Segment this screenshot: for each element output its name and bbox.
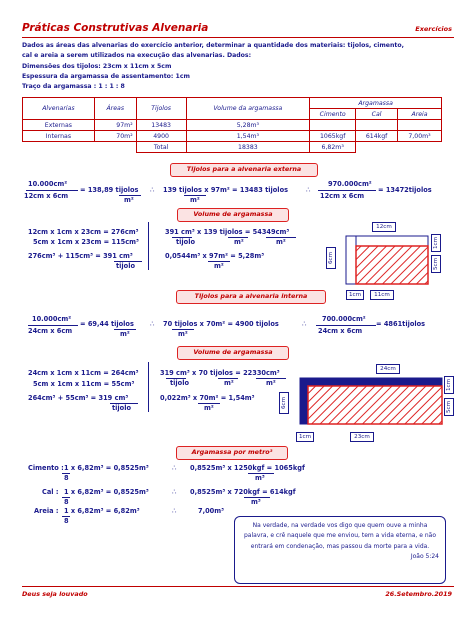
formula-unit: m²: [178, 330, 188, 338]
formula-line: 5cm x 1cm x 23cm = 115cm³: [33, 238, 139, 246]
formula-unit: m²: [224, 379, 234, 387]
formula-result: = 138,89 tijolos: [80, 186, 139, 194]
brick-hatch: [308, 386, 442, 424]
formula-numerator: 10.000cm²: [28, 180, 68, 188]
table-cell: 5,28m³: [186, 120, 310, 131]
formula-unit: m²: [276, 238, 286, 246]
formula-denominator: 8: [64, 474, 69, 482]
document-title: Práticas Construtivas Alvenaria: [22, 22, 209, 34]
table-subheader: Cal: [356, 109, 398, 120]
table-subheader: Cimento: [310, 109, 356, 120]
section-heading: Volume de argamassa: [177, 208, 289, 222]
formula-result: = 69,44 tijolos: [80, 320, 134, 328]
table-cell: 97m²: [94, 120, 136, 131]
table-cell: [356, 120, 398, 131]
material-label: Areia :: [34, 507, 59, 515]
mortar-top: [300, 378, 442, 386]
total-tijolos: 18383: [186, 142, 310, 153]
mortar-left: [346, 236, 356, 284]
dim-label: 1cm: [431, 234, 441, 252]
dim-label: 1cm: [296, 432, 314, 442]
footer-left: Deus seja louvado: [22, 590, 88, 598]
dim-label: 12cm: [372, 222, 396, 232]
formula-calc: 70 tijolos x 70m² = 4900 tijolos: [163, 320, 279, 328]
formula-line: 0,8525m³ x 1250kgf = 1065kgf: [190, 464, 305, 472]
section-heading: Volume de argamassa: [177, 346, 289, 360]
therefore-symbol: ∴: [172, 507, 177, 515]
formula-denominator: 24cm x 6cm: [318, 327, 363, 335]
intro-line: Espessura da argamassa de assentamento: 1cm: [22, 72, 190, 80]
formula-denominator: 8: [64, 517, 69, 525]
formula-line: 12cm x 1cm x 23cm = 276cm³: [28, 228, 139, 236]
dim-label: 23cm: [350, 432, 374, 442]
formula-line: 24cm x 1cm x 11cm = 264cm³: [28, 369, 139, 377]
formula-unit: m²: [214, 262, 224, 270]
table-cell: 614kgf: [356, 131, 398, 142]
intro-line: Dados as áreas das alvenarias do exercício anterior, determinar a quantidade dos materiais: tijolos, cimento,: [22, 42, 404, 49]
formula-unit: m²: [266, 379, 276, 387]
formula-unit: tijolo: [116, 262, 135, 270]
section-heading: Tijolos para a alvenaria interna: [176, 290, 326, 304]
table-cell: Externas: [23, 120, 95, 131]
table-header: Tijolos: [136, 98, 186, 120]
table-row: [23, 131, 442, 142]
intro-line: Dimensões dos tijolos: 23cm x 11cm x 5cm: [22, 62, 172, 70]
formula-unit: tijolo: [170, 379, 189, 387]
formula-unit: tijolo: [176, 238, 195, 246]
formula-line: 7,00m³: [198, 507, 225, 515]
formula-numerator: 10.000cm²: [32, 315, 72, 323]
brick-hatch: [356, 246, 428, 284]
formula-unit: m²: [124, 196, 134, 204]
formula-unit: m²: [190, 196, 200, 204]
table-cell: 4900: [136, 131, 186, 142]
mortar-top: [346, 236, 428, 246]
formula-line: 0,022m³ x 70m² = 1,54m³: [160, 394, 255, 402]
table-cell: 13483: [136, 120, 186, 131]
formula-numerator: 970.000cm²: [328, 180, 372, 188]
table-header: Alvenarias: [23, 98, 95, 120]
formula-line: 319 cm³ x 70 tijolos = 22330cm³: [160, 369, 280, 377]
dim-label: 6cm: [326, 247, 336, 269]
dim-label: 11cm: [370, 290, 394, 300]
therefore-symbol: ∴: [172, 488, 177, 496]
footer-date: 26.Setembro.2019: [385, 590, 452, 598]
problem-statement: [22, 41, 452, 92]
formula-line: 391 cm³ x 139 tijolos = 54349cm³: [165, 228, 290, 236]
intro-line: Traço da argamassa : 1 : 1 : 8: [22, 83, 125, 91]
table-cell: 1065kgf: [310, 131, 356, 142]
therefore-symbol: ∴: [302, 320, 307, 328]
formula-denominator: 12cm x 6cm: [320, 192, 365, 200]
formula-line: 276cm³ + 115cm³ = 391 cm³: [28, 252, 133, 260]
formula-numerator: 700.000cm²: [322, 315, 366, 323]
dim-label: 5cm: [431, 255, 441, 273]
quote-reference: João 5:24: [410, 553, 439, 561]
mortar-left: [300, 378, 308, 424]
formula-line: 0,0544m³ x 97m² = 5,28m³: [165, 252, 265, 260]
formula-line: 1 x 6,82m³ = 0,8525m³: [64, 464, 149, 472]
formula-unit: m³: [251, 498, 261, 506]
table-header: Volume da argamassa: [186, 98, 310, 120]
table-cell: 7,00m³: [398, 131, 442, 142]
material-label: Cal :: [42, 488, 59, 496]
dim-label: 5cm: [444, 398, 454, 416]
materials-table: [22, 97, 442, 153]
dim-label: 6cm: [279, 392, 289, 414]
formula-unit: m²: [204, 404, 214, 412]
table-cell: 70m²: [94, 131, 136, 142]
formula-unit: tijolo: [112, 404, 131, 412]
therefore-symbol: ∴: [150, 320, 155, 328]
total-label: Total: [136, 142, 186, 153]
table-header: Argamassa: [310, 98, 442, 109]
therefore-symbol: ∴: [306, 186, 311, 194]
formula-line: 1 x 6,82m³ = 6,82m³: [64, 507, 140, 515]
formula-unit: m²: [234, 238, 244, 246]
formula-denominator: 24cm x 6cm: [28, 327, 73, 335]
formula-result: = 13472tijolos: [378, 186, 432, 194]
table-row: [23, 120, 442, 131]
section-heading: Tijolos para a alvenaria externa: [170, 163, 318, 177]
formula-line: 264cm³ + 55cm³ = 319 cm³: [28, 394, 129, 402]
formula-denominator: 8: [64, 498, 69, 506]
therefore-symbol: ∴: [172, 464, 177, 472]
table-cell: [398, 120, 442, 131]
formula-denominator: 12cm x 6cm: [24, 192, 69, 200]
total-volume: 6,82m³: [310, 142, 356, 153]
table-header-row: [23, 98, 442, 109]
material-label: Cimento :: [28, 464, 64, 472]
formula-unit: m²: [120, 330, 130, 338]
dim-label: 1cm: [444, 376, 454, 394]
formula-line: 0,8525m³ x 720kgf = 614kgf: [190, 488, 296, 496]
therefore-symbol: ∴: [150, 186, 155, 194]
section-heading: Argamassa por metro³: [176, 446, 288, 460]
formula-line: 5cm x 1cm x 11cm = 55cm³: [33, 380, 135, 388]
table-cell: Internas: [23, 131, 95, 142]
bible-quote: [234, 516, 446, 584]
dim-label: 1cm: [346, 290, 364, 300]
dim-label: 24cm: [376, 364, 400, 374]
table-cell: [310, 120, 356, 131]
table-subheader: Areia: [398, 109, 442, 120]
table-header: Áreas: [94, 98, 136, 120]
formula-unit: m³: [255, 474, 265, 482]
formula-calc: 139 tijolos x 97m² = 13483 tijolos: [163, 186, 289, 194]
formula-result: = 4861tijolos: [376, 320, 426, 328]
table-cell: 1,54m³: [186, 131, 310, 142]
page-header: [22, 22, 454, 38]
section-label: Exercícios: [415, 25, 452, 33]
page-footer: [22, 586, 454, 600]
table-total-row: [23, 142, 442, 153]
quote-text: Na verdade, na verdade vos digo que quem ouve a minha palavra, e crê naquele que me enviou, tem a vida eterna, e não entrará em condenação, mas passou da morte para a vida.: [244, 522, 436, 550]
intro-line: cal e areia a serem utilizados na execução das alvenarias. Dados:: [22, 52, 252, 60]
formula-line: 1 x 6,82m³ = 0,8525m³: [64, 488, 149, 496]
